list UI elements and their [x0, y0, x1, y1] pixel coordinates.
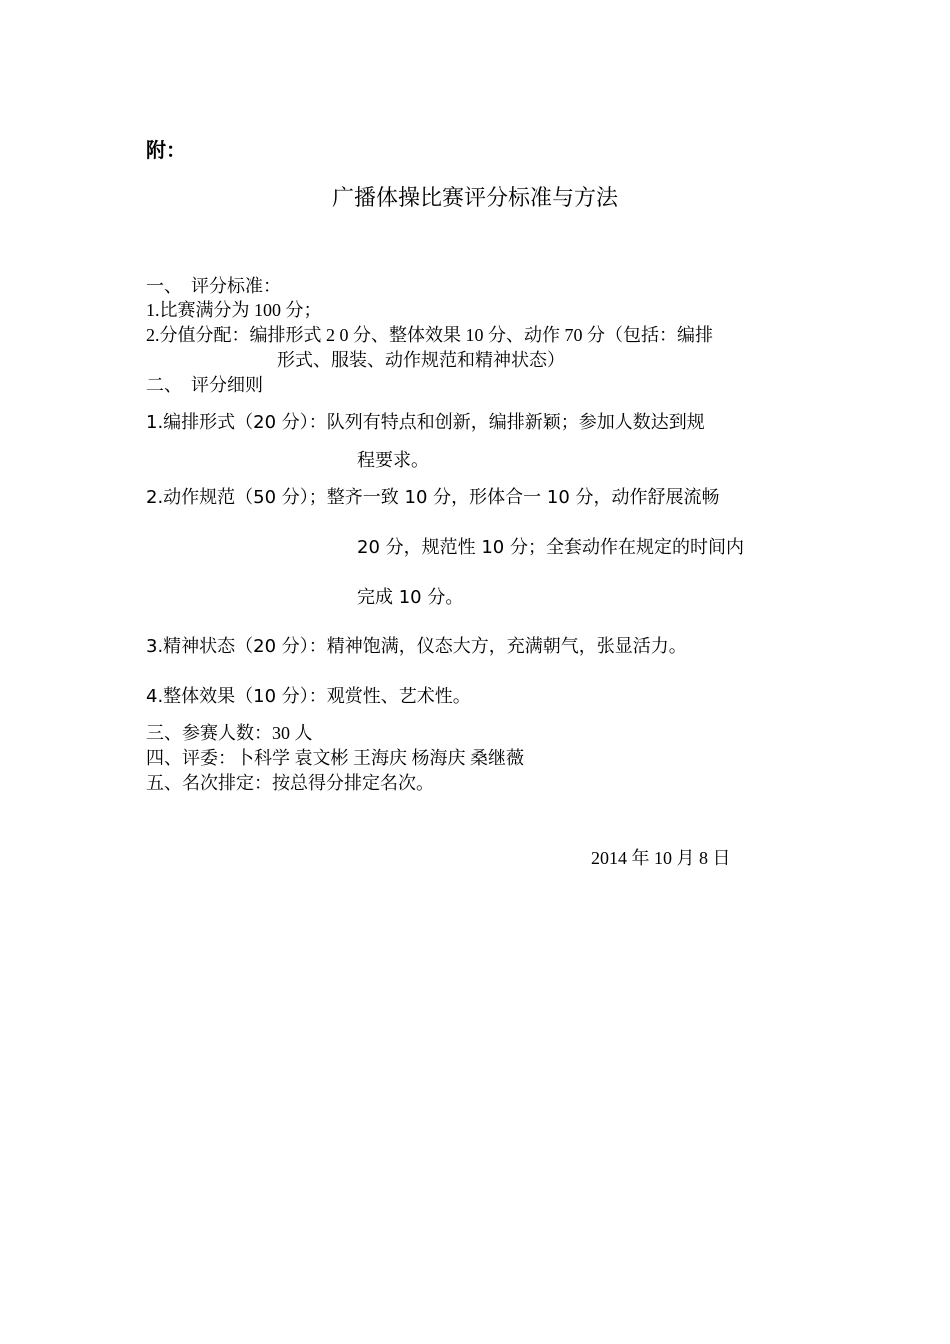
section-2-heading: 二、 评分细则 — [146, 375, 263, 395]
section-1-heading: 一、 评分标准： — [146, 276, 281, 296]
detail-1-line-1: 1.编排形式（20 分）：队列有特点和创新，编排新颖；参加人数达到规 — [146, 412, 705, 433]
detail-2-line-1: 2.动作规范（50 分）；整齐一致 10 分，形体合一 10 分，动作舒展流畅 — [146, 487, 720, 508]
document-date: 2014 年 10 月 8 日 — [591, 848, 731, 868]
section-5: 五、名次排定：按总得分排定名次。 — [146, 773, 434, 793]
detail-1-line-2: 程要求。 — [357, 450, 429, 471]
detail-2-line-2: 20 分，规范性 10 分；全套动作在规定的时间内 — [357, 537, 744, 558]
attachment-label: 附： — [146, 138, 186, 162]
section-1-item-2-line-2: 形式、服装、动作规范和精神状态） — [277, 350, 565, 370]
detail-4: 4.整体效果（10 分）：观赏性、艺术性。 — [146, 686, 471, 707]
document-title: 广播体操比赛评分标准与方法 — [331, 186, 618, 211]
detail-3: 3.精神状态（20 分）：精神饱满，仪态大方，充满朝气，张显活力。 — [146, 636, 687, 657]
section-3: 三、参赛人数：30 人 — [146, 723, 313, 743]
section-1-item-2-line-1: 2.分值分配：编排形式 2 0 分、整体效果 10 分、动作 70 分（包括：编排 — [146, 325, 713, 345]
section-1-item-1: 1.比赛满分为 100 分； — [146, 300, 322, 320]
detail-2-line-3: 完成 10 分。 — [357, 587, 464, 608]
section-4: 四、评委：卜科学 袁文彬 王海庆 杨海庆 桑继薇 — [146, 748, 524, 768]
